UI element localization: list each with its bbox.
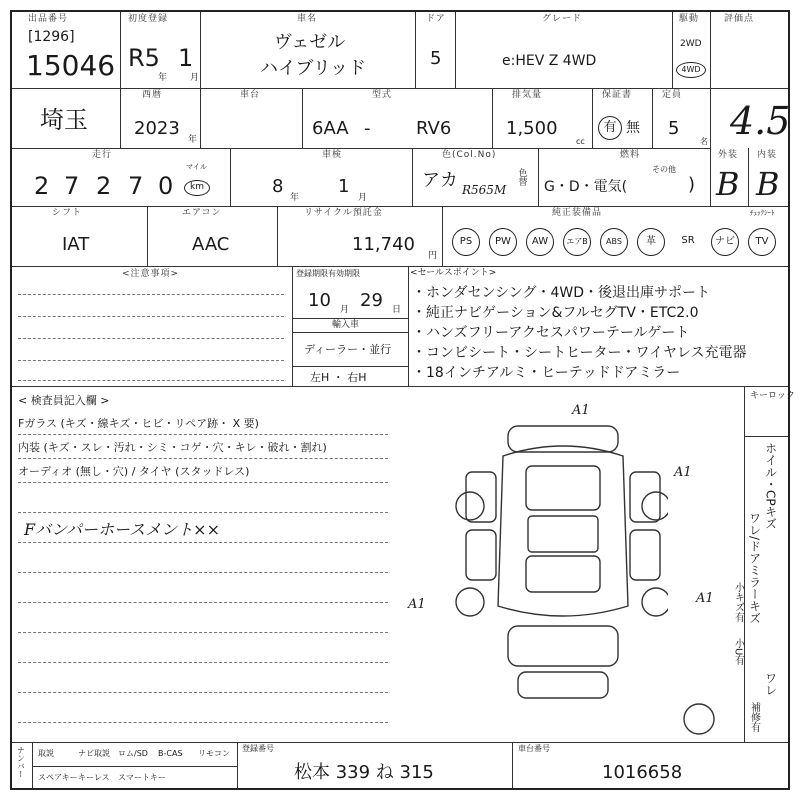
drive-4wd-circled: 4WD [676,62,706,78]
sales-point: ・ホンダセンシング・4WD・後退出庫サポート [412,285,710,301]
spare-tire-icon [682,702,716,736]
row-divider [32,766,237,767]
label-inspection: 車検 [322,150,343,160]
expiry-day: 29 [360,290,383,311]
col-divider [120,12,121,88]
col-divider [302,88,303,148]
color-repaint-label: 色替 [516,168,527,186]
hood-front-glass [508,426,618,452]
label-lot-no: 出品番号 [28,14,69,24]
fuel-options: G・D・電気( [544,179,628,195]
row-divider [12,266,788,267]
row-divider [12,206,788,207]
equipment-item: TV [748,228,776,256]
bottom-item: ナビ取説 [78,749,110,758]
side-note: 小キズ有 [732,582,744,622]
model-prefix: 6AA [312,118,349,139]
label-drive: 駆動 [679,14,700,24]
inspector-rule [18,602,388,603]
label-grade: グレード [542,14,583,24]
label-displacement: 排気量 [512,90,543,100]
label-mileage: 走行 [92,150,113,160]
inspector-rule [18,482,388,483]
doors-value: 5 [430,48,442,69]
label-fuel: 燃料 [620,150,641,160]
col-divider [455,12,456,88]
col-divider [200,88,201,148]
exterior-grade: B [716,165,740,203]
inspector-rule [18,434,388,435]
inspector-rule [18,572,388,573]
notes-line [18,294,284,295]
bottom-item: キーレス [78,773,110,782]
label-exterior: 外装 [718,150,739,160]
shift-value: IAT [62,234,90,255]
mileage-digit: 7 [64,172,80,200]
side-note: 補修有 [748,702,760,732]
row-divider [292,366,408,367]
inspector-rule [18,722,388,723]
damage-mark: A1 [696,591,714,606]
damage-mark: A1 [408,597,426,612]
col-divider [538,148,539,206]
month-unit: 月 [190,73,200,83]
label-interior: 内装 [757,150,778,160]
first-reg-era: R5 [128,44,160,72]
label-chassis: 車台 [240,90,261,100]
mileage-digit: 2 [96,172,112,200]
bottom-item: スマートキー [118,773,166,782]
left-rear-wheel [456,588,484,616]
equipment-item: 革 [637,228,665,256]
bottom-item: スペアキー [38,773,78,782]
label-equipment: 純正装備品 [552,208,603,218]
left-rear-door [466,530,496,580]
right-rear-wheel [642,588,668,616]
right-front-wheel [642,492,668,520]
notes-line [18,360,284,361]
fuel-other-label: その他 [652,165,676,174]
car-name-line1: ヴェゼル [274,32,346,53]
expiry-day-unit: 日 [392,305,402,315]
sales-point: ・コンビシート・シートヒーター・ワイヤレス充電器 [412,345,747,361]
mileage-digit: 2 [34,172,50,200]
year-value: 2023 [134,118,180,139]
windshield [526,466,600,510]
drive-2wd: 2WD [680,39,702,49]
col-divider [592,88,593,148]
grade-value: e:HEV Z 4WD [502,53,597,69]
equipment-item: ABS [600,228,628,256]
aircon-value: AAC [192,234,230,255]
inspector-line: Fガラス (キズ・線キズ・ヒビ・リペア跡・ X 要) [18,417,259,430]
bottom-item: リモコン [198,749,230,758]
col-divider [492,88,493,148]
equipment-item: PS [452,228,480,256]
inspector-line: 内装 (キズ・スレ・汚れ・シミ・コゲ・穴・キレ・破れ・割れ) [18,441,327,454]
bottom-item: 取説 [38,749,54,758]
right-rear-door [630,530,660,580]
row-divider [292,318,408,319]
notes-line [18,338,284,339]
col-divider [200,12,201,88]
equipment-item: ナビ [711,228,739,256]
col-divider [120,88,121,148]
displacement-unit: cc [576,137,585,146]
fuel-close: ) [688,174,696,195]
year-unit: 年 [158,73,168,83]
car-damage-diagram [408,403,668,726]
col-divider [237,742,238,788]
side-note: ワレ [763,672,778,696]
notes-line [18,316,284,317]
damage-mark: A1 [572,403,590,418]
inspector-rule [18,458,388,459]
plate-number: 松本 339 ね 315 [294,762,434,783]
label-check: ﾁｪｯｸｼｰﾄ [750,209,775,217]
label-plate: 登録番号 [242,744,274,753]
col-divider [412,148,413,206]
warranty-yes-circled: 有 [598,116,622,140]
label-inspector: < 検査員記入欄 > [18,394,110,407]
inspection-year-unit: 年 [290,193,300,203]
equipment-item: SR [681,235,695,246]
rear-glass [526,556,600,592]
label-car-name: 車名 [297,14,318,24]
warranty-no: 無 [626,120,640,136]
col-divider [710,12,711,206]
label-capacity: 定員 [662,90,683,100]
mileage-digit: 0 [158,172,174,200]
bottom-prefix: ナンバー [16,746,26,778]
bottom-item: ロム/SD [118,749,148,758]
inspection-month: 1 [338,176,350,197]
label-reg-expiry: 登録期限有効期限 [296,269,360,278]
label-notes: <注意事項> [122,269,180,279]
lot-number: 15046 [26,49,116,82]
label-year: 西暦 [142,90,163,100]
auction-sheet [10,10,795,790]
inspection-month-unit: 月 [358,193,368,203]
import-handle: 左H ・ 右H [310,371,367,384]
row-divider [12,88,788,89]
col-divider [442,206,443,266]
label-sales-points: <セールスポイント> [410,268,497,278]
label-shift: シフト [52,208,83,218]
row-divider [12,148,710,149]
capacity-value: 5 [668,118,680,139]
side-note: 小U有 [732,638,744,666]
displacement-value: 1,500 [506,118,558,139]
inspector-rule [18,692,388,693]
notes-line [18,380,284,381]
recycle-amount: 11,740 [352,234,415,255]
side-note: ホイル・CPキズ [763,442,778,530]
color-code: R565M [462,183,507,197]
body-outline [498,446,628,616]
mileage-digit: 7 [128,172,144,200]
col-divider [292,266,293,386]
mileage-unit-mile: マイル [186,163,207,171]
recycle-unit: 円 [428,251,438,261]
model-code: RV6 [416,118,452,139]
label-recycle: リサイクル預託金 [304,208,383,218]
label-first-reg: 初度登録 [128,14,169,24]
interior-grade: B [756,165,780,203]
lot-bracket: [1296] [28,29,75,45]
col-divider [230,148,231,206]
left-front-wheel [456,492,484,520]
label-aircon: エアコン [182,208,222,218]
roof [528,516,598,552]
first-reg-month: 1 [178,44,194,72]
inspector-line: オーディオ (無し・穴) / タイヤ (スタッドレス) [18,465,250,478]
label-import: 輸入車 [332,320,360,330]
label-rating: 評価点 [724,14,755,24]
col-divider [32,742,33,788]
sales-point: ・18インチアルミ・ヒーテッドドアミラー [412,365,681,381]
row-divider [744,436,788,437]
col-divider [748,148,749,206]
inspection-year: 8 [272,176,284,197]
expiry-month: 10 [308,290,331,311]
label-keylock: キーロック [750,391,795,401]
label-chassis-number: 車台番号 [518,744,550,753]
chassis-number: 1016658 [602,762,683,783]
inspector-rule [18,512,388,513]
col-divider [277,206,278,266]
equipment-item: PW [489,228,517,256]
region: 埼玉 [40,106,88,134]
damage-mark: A1 [674,465,692,480]
year-unit-2: 年 [188,135,198,145]
mileage-unit-km-circled: km [184,180,210,196]
label-color: 色(Col.No) [442,150,497,160]
sales-point: ・ハンズフリーアクセスパワーテールゲート [412,325,690,341]
side-note: ワレ/ドアミラーキズ [747,512,762,625]
rating-score: 4.5 [730,99,791,143]
col-divider [415,12,416,88]
inspector-rule [18,542,388,543]
col-divider [408,266,409,386]
handwritten-note: Fバンパーホースメント×× [24,520,220,539]
col-divider [512,742,513,788]
col-divider [147,206,148,266]
row-divider [12,386,788,387]
color-name: アカ [422,170,458,191]
bottom-item: B-CAS [158,749,183,758]
rear-bumper [518,672,608,698]
label-model: 型式 [372,90,393,100]
expiry-month-unit: 月 [340,305,350,315]
row-divider [292,332,408,333]
model-dash: - [364,118,371,139]
import-dealer: ディーラー・並行 [304,343,392,356]
label-warranty: 保証書 [602,90,633,100]
row-divider [12,742,788,743]
col-divider [744,386,745,742]
equipment-item: エアB [563,228,591,256]
col-divider [672,12,673,88]
rear-deck [508,626,618,666]
inspector-rule [18,632,388,633]
equipment-item: AW [526,228,554,256]
col-divider [652,88,653,148]
label-doors: ドア [426,14,446,24]
capacity-unit: 名 [700,137,708,146]
inspector-rule [18,662,388,663]
sales-point: ・純正ナビゲーション&フルセグTV・ETC2.0 [412,305,699,321]
car-name-line2: ハイブリッド [260,58,367,79]
